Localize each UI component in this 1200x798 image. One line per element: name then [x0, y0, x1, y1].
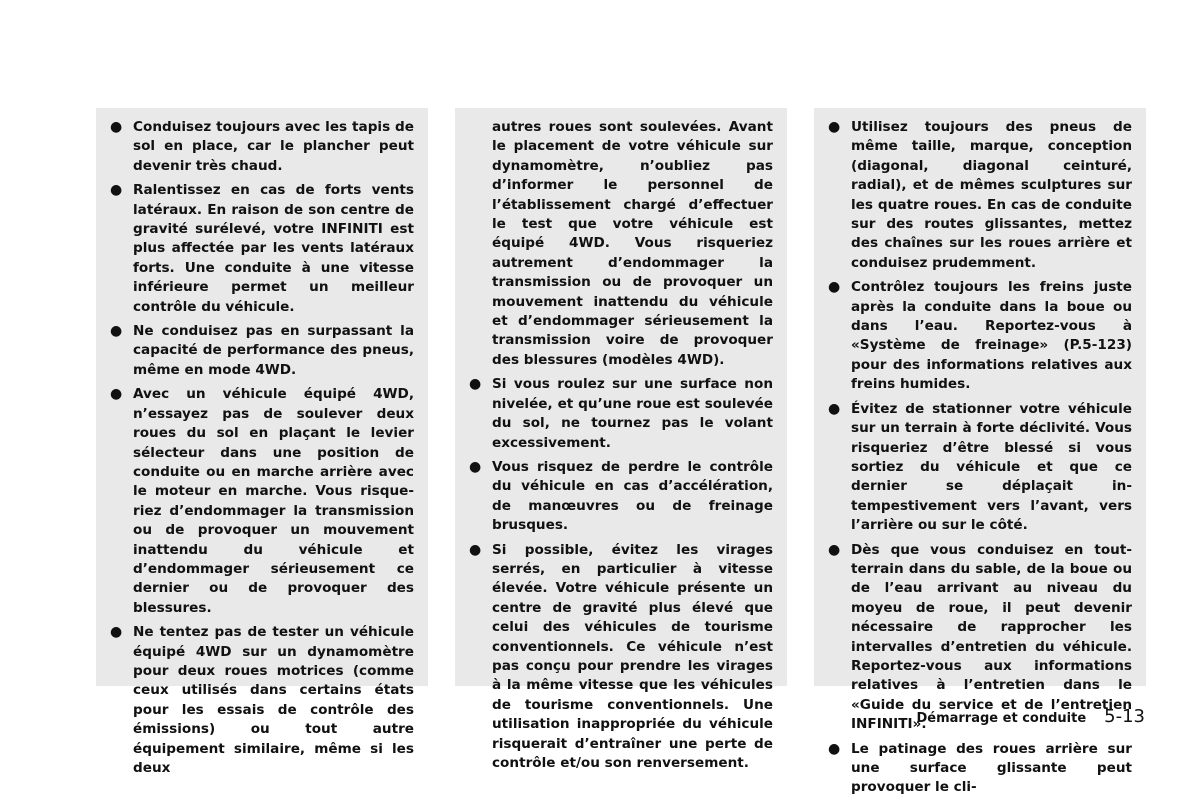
bullet-point-icon: ● — [110, 624, 123, 641]
bullet-point-icon: ● — [469, 376, 482, 393]
bullet-point-icon: ● — [110, 182, 123, 199]
bullet-text: Avec un véhicule équipé 4WD, n’essayez pas de soulever deux roues du sol en plaçant le levier sélecteur dans une position de conduite ou en marche arrière avec le moteur en marche. Vous risqueriez d’endommager la transmission ou de provoquer un mouvement inattendu du véhicule et d’endommager sérieusement ce dernier ou de provoquer des blessures. — [133, 386, 414, 616]
bullet-point-icon: ● — [828, 119, 841, 135]
bullet-point-icon: ● — [469, 458, 482, 475]
bullet-item — [828, 740, 1132, 798]
bullet-item — [110, 322, 414, 380]
bullet-point-icon: ● — [110, 323, 123, 340]
bullet-text: Utilisez toujours des pneus de même taille, marque, conception (diagonal, diagonal ceinturé, radial), et de mêmes sculptures sur les quatre roues. En cas de conduite sur des routes glissantes, mettez des chaînes sur les roues arrière et conduisez prudemment. — [851, 119, 1132, 271]
bullet-item — [110, 623, 414, 778]
bullet-item — [828, 118, 1132, 273]
page-footer — [916, 706, 1145, 727]
bullet-item — [828, 278, 1132, 394]
bullet-text: Ralentissez en cas de forts vents latéraux. En raison de son centre de gravité surélevé, votre INFINITI est plus affectée par les vents latéraux forts. Une conduite à une vitesse inférieure permet un meilleur contrôle du véhicule. — [133, 182, 414, 315]
text-column-1 — [96, 108, 428, 776]
bullet-text: Ne conduisez pas en surpassant la capacité de performance des pneus, même en mode 4WD. — [133, 323, 414, 378]
bullet-point-icon: ● — [828, 740, 841, 757]
bullet-item — [110, 181, 414, 317]
bullet-point-icon: ● — [828, 279, 841, 296]
bullet-point-icon: ● — [828, 541, 841, 558]
bullet-point-icon: ● — [469, 541, 482, 558]
page-number: 5-13 — [1104, 706, 1145, 727]
bullet-item — [828, 400, 1132, 536]
bullet-item — [469, 375, 773, 453]
bullet-text: Si possible, évitez les virages serrés, en particulier à vitesse élevée. Votre véhicule présente un centre de gravité plus élevé que celui des véhicules de tourisme conventionnels. Ce véhicule n’est pas conçu pour prendre les virages à la même vitesse que les véhicules de tourisme conventionnels. Une utilisation inappropriée du véhicule risquerait d’entraîner une perte de contrôle et/ou son renversement. — [492, 541, 773, 771]
bullet-item — [469, 541, 773, 774]
continued-text: autres roues sont soulevées. Avant le placement de votre véhicule sur dynamomètre, n’oubliez pas d’informer le personnel de l’établissement chargé d’effectuer le test que votre véhicule est équipé 4WD. Vous risqueriez autrement d’endommager la transmission ou de provoquer un mouvement inattendu du véhicule et d’endommager sérieusement la transmission voire de provoquer des blessures (modèles 4WD). — [492, 119, 773, 368]
bullet-point-icon: ● — [110, 119, 123, 135]
bullet-point-icon: ● — [828, 400, 841, 417]
bullet-text: Le patinage des roues arrière sur une surface glissante peut provoquer le cli- — [851, 740, 1132, 796]
bullet-item — [110, 385, 414, 618]
bullet-text: Conduisez toujours avec les tapis de sol en place, car le plancher peut devenir très chaud. — [133, 119, 414, 174]
section-title: Démarrage et conduite — [916, 711, 1087, 726]
bullet-text: Si vous roulez sur une surface non nivelée, et qu’une roue est soulevée du sol, ne tournez pas le volant excessivement. — [492, 376, 773, 451]
bullet-text: Évitez de stationner votre véhicule sur un terrain à forte déclivité. Vous risqueriez d’être blessé si vous sortiez du véhicule et que ce dernier se déplaçait intempestivement vers l’avant, vers l’arrière ou sur le côté. — [851, 400, 1132, 534]
bullet-text: Ne tentez pas de tester un véhicule équipé 4WD sur un dynamomètre pour deux roues motrices (comme ceux utilisés dans certains états pour les essais de contrôle des émissions) ou tout autre équipement similaire, même si les deux — [133, 624, 414, 776]
bullet-item — [469, 458, 773, 536]
bullet-point-icon: ● — [110, 386, 123, 403]
bullet-text: Contrôlez toujours les freins juste après la conduite dans la boue ou dans l’eau. Reportez-vous à «Système de freinage» (P.5-123) pour des informations relatives aux freins humides. — [851, 279, 1132, 393]
bullet-item — [110, 118, 414, 176]
bullet-text: Dès que vous conduisez en tout-terrain dans du sable, de la boue ou de l’eau arrivant au niveau du moyeu de roue, il peut devenir nécessaire de rapprocher les intervalles d’entretien du véhicule. Reportez-vous aux informations relatives à l’entretien dans le «Guide du service et de l’entretien INFINITI». — [851, 541, 1132, 733]
bullet-text: Vous risquez de perdre le contrôle du véhicule en cas d’accélération, de manœuvres ou de freinage brusques. — [492, 458, 773, 534]
text-column-2 — [455, 108, 787, 771]
